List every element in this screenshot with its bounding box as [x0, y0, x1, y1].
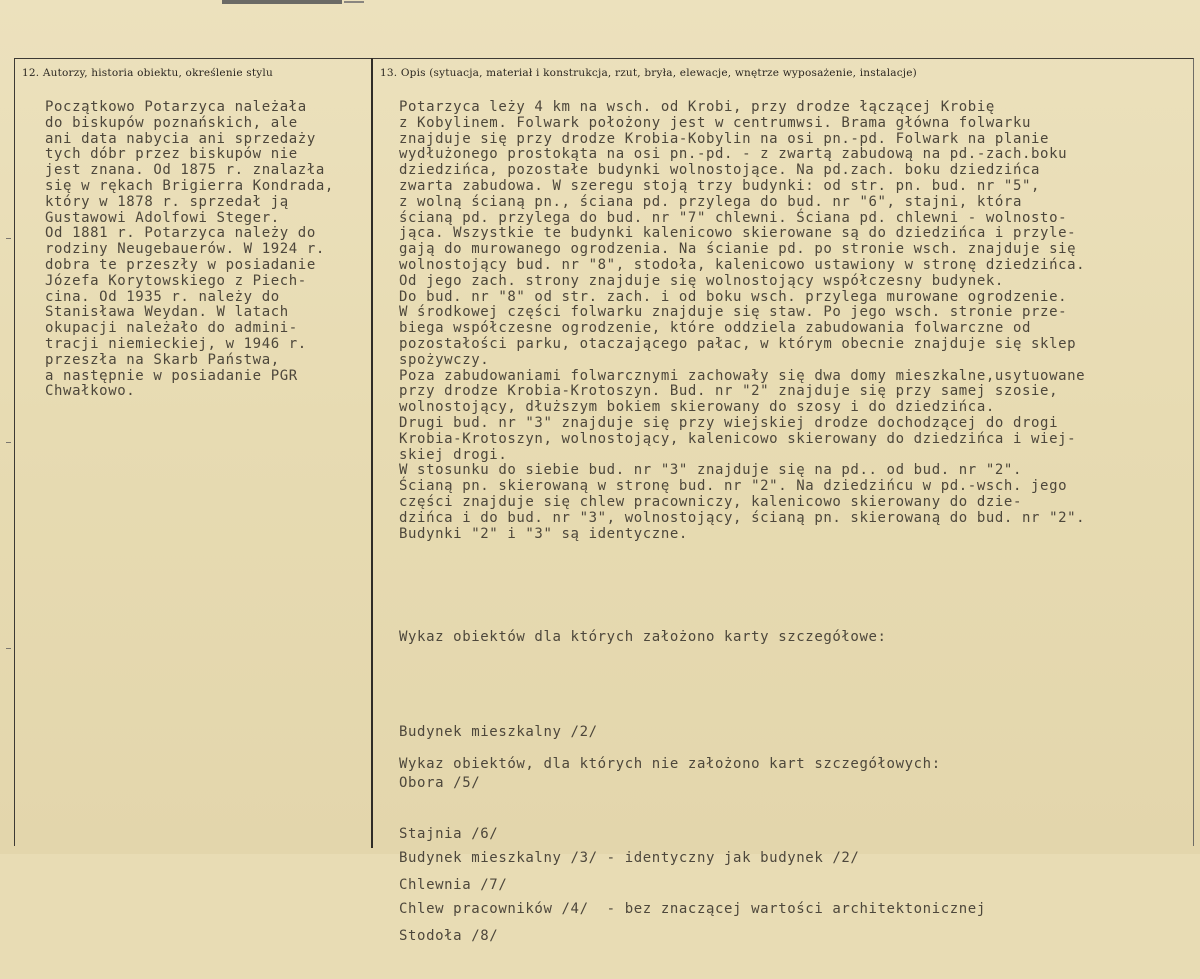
text-line: Stanisława Weydan. W latach	[45, 304, 289, 321]
text-line: przeszła na Skarb Państwa,	[45, 351, 280, 368]
list-item: Obora /5/	[399, 775, 481, 791]
text-line: wolnostojący, dłuższym bokiem skierowany do szosy i do dziedzińca.	[399, 399, 995, 416]
text-line: części znajduje się chlew pracowniczy, kalenicowo skierowany do dzie-	[399, 493, 1022, 510]
text-line: biega współczesne ogrodzenie, które oddziela zabudowania folwarczne od	[399, 320, 1032, 337]
margin-tick	[6, 442, 11, 443]
text-line: ani data nabycia ani sprzedaży	[45, 130, 316, 147]
top-rule	[222, 0, 342, 4]
text-line: Gustawowi Adolfowi Steger.	[45, 209, 280, 226]
text-line: cina. Od 1935 r. należy do	[45, 288, 280, 305]
text-line: znajduje się przy drodze Krobia-Kobylin na osi pn.-pd. Folwark na planie	[399, 130, 1050, 147]
section-13-header: 13. Opis (sytuacja, materiał i konstrukcja, rzut, bryła, elewacje, wnętrze wyposażenie, instalacje)	[380, 67, 917, 79]
description-text	[399, 100, 1085, 542]
text-line: Krobia-Krotoszyn, wolnostojący, kalenicowo skierowany do dziedzińca i wiej-	[399, 430, 1077, 447]
text-line: Od jego zach. strony znajduje się wolnostojący współczesny budynek.	[399, 272, 1004, 289]
text-line: który w 1878 r. sprzedał ją	[45, 193, 289, 210]
margin-tick	[6, 238, 11, 239]
list-without-cards	[399, 722, 986, 952]
text-line: Drugi bud. nr "3" znajduje się przy wiejskiej drodze dochodzącej do drogi	[399, 414, 1059, 431]
text-line: rodziny Neugebauerów. W 1924 r.	[45, 241, 325, 258]
list-item: Chlewnia /7/	[399, 877, 508, 893]
list-without-cards-heading: Wykaz obiektów, dla których nie założono kart szczegółowych:	[399, 756, 941, 772]
list-item: Stodoła /8/	[399, 928, 499, 944]
text-line: gają do murowanego ogrodzenia. Na ścianie pd. po stronie wsch. znajduje się	[399, 241, 1077, 258]
text-line: W stosunku do siebie bud. nr "3" znajduje się na pd.. od bud. nr "2".	[399, 462, 1022, 479]
text-line: tracji niemieckiej, w 1946 r.	[45, 335, 307, 352]
text-line: Potarzyca leży 4 km na wsch. od Krobi, przy drodze łączącej Krobię	[399, 99, 995, 115]
text-line: dobra te przeszły w posiadanie	[45, 256, 316, 273]
text-line: spożywczy.	[399, 351, 490, 368]
text-line: Początkowo Potarzyca należała	[45, 99, 307, 115]
text-line: Do bud. nr "8" od str. zach. i od boku wsch. przylega murowane ogrodzenie.	[399, 288, 1068, 305]
text-line: wydłużonego prostokąta na osi pn.-pd. - z zwartą zabudową na pd.-zach.boku	[399, 146, 1068, 163]
list-with-cards-heading: Wykaz obiektów dla których założono karty szczegółowe:	[399, 629, 887, 645]
text-line: dzińca i do bud. nr "3", wolnostojący, ścianą pn. skierowaną do bud. nr "2".	[399, 509, 1086, 526]
text-line: jąca. Wszystkie te budynki kalenicowo skierowane są do dziedzińca i przyle-	[399, 225, 1077, 242]
history-text	[45, 100, 334, 400]
text-line: Ścianą pn. skierowaną w stronę bud. nr "2". Na dziedzińcu w pd.-wsch. jego	[399, 478, 1068, 495]
text-line: Józefa Korytowskiego z Piech-	[45, 272, 307, 289]
list-item: Stajnia /6/	[399, 826, 499, 842]
text-line: Poza zabudowaniami folwarcznymi zachowały się dwa domy mieszkalne,usytuowane	[399, 367, 1086, 384]
list-item: Budynek mieszkalny /3/ - identyczny jak budynek /2/	[399, 850, 860, 866]
text-line: wolnostojący bud. nr "8", stodoła, kalenicowo ustawiony w stronę dziedzińca.	[399, 256, 1086, 273]
text-line: W środkowej części folwarku znajduje się staw. Po jego wsch. stronie prze-	[399, 304, 1068, 321]
text-line: do biskupów poznańskich, ale	[45, 114, 298, 131]
top-rule-thin	[344, 1, 364, 3]
text-line: Budynki "2" i "3" są identyczne.	[399, 525, 688, 542]
list-item: Budynek mieszkalny /2/	[399, 724, 598, 740]
text-line: skiej drogi.	[399, 446, 508, 463]
section-12-header: 12. Autorzy, historia obiektu, określenie stylu	[22, 67, 273, 79]
text-line: Chwałkowo.	[45, 383, 136, 400]
text-line: z Kobylinem. Folwark położony jest w centrumwsi. Brama główna folwarku	[399, 114, 1032, 131]
text-line: z wolną ścianą pn., ściana pd. przylega do bud. nr "6", stajni, która	[399, 193, 1022, 210]
text-line: pozostałości parku, otaczającego pałac, w którym obecnie znajduje się sklep	[399, 335, 1077, 352]
text-line: się w rękach Brigierra Kondrada,	[45, 177, 334, 194]
text-line: a następnie w posiadanie PGR	[45, 367, 298, 384]
text-line: dziedzińca, pozostałe budynki wolnostojące. Na pd.zach. boku dziedzińca	[399, 162, 1041, 179]
list-item: Chlew pracowników /4/ - bez znaczącej wartości architektonicznej	[399, 901, 986, 917]
column-divider	[371, 58, 373, 848]
text-line: okupacji należało do admini-	[45, 320, 298, 337]
text-line: Od 1881 r. Potarzyca należy do	[45, 225, 316, 242]
margin-tick	[6, 648, 11, 649]
text-line: ścianą pd. przylega do bud. nr "7" chlewni. Ściana pd. chlewni - wolnosto-	[399, 209, 1068, 226]
text-line: zwarta zabudowa. W szeregu stoją trzy budynki: od str. pn. bud. nr "5",	[399, 177, 1041, 194]
text-line: tych dóbr przez biskupów nie	[45, 146, 298, 163]
text-line: jest znana. Od 1875 r. znalazła	[45, 162, 325, 179]
text-line: przy drodze Krobia-Krotoszyn. Bud. nr "2" znajduje się przy samej szosie,	[399, 383, 1059, 400]
